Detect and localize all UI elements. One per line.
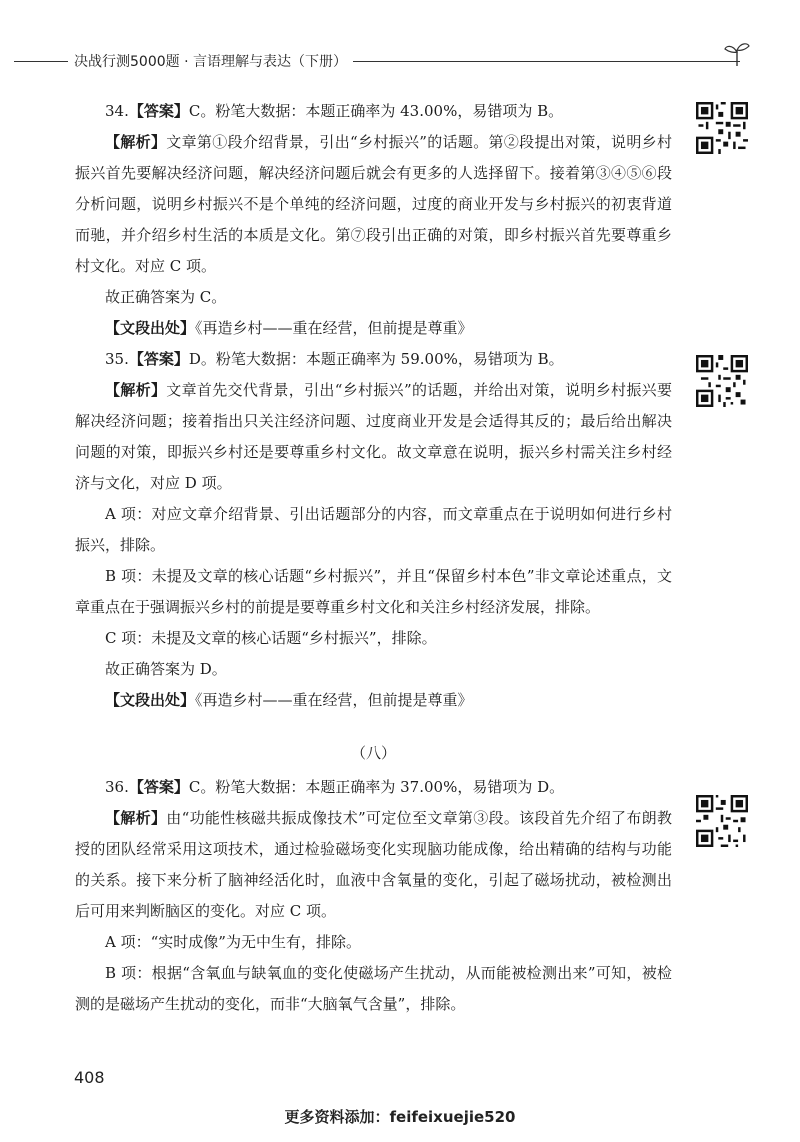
- q35-option-c: C 项：未提及文章的核心话题“乡村振兴”，排除。: [105, 629, 437, 647]
- analysis-tag: 【解析】: [105, 809, 167, 827]
- source-tag: 【文段出处】: [105, 319, 196, 337]
- q35-analysis: [75, 375, 672, 499]
- page-number: 408: [74, 1068, 105, 1087]
- source-tag: 【文段出处】: [105, 691, 196, 709]
- footer-contact: 更多资料添加：feifeixuejie520: [284, 1108, 516, 1126]
- qr-code-q36-icon[interactable]: [696, 795, 748, 847]
- answer-tag: 【答案】: [128, 102, 189, 120]
- q36-analysis-text: 由“功能性核磁共振成像技术”可定位至文章第③段。该段首先介绍了布朗教授的团队经常采用这项技术，通过检验磁场变化实现脑功能成像，给出精确的结构与功能的关系。接下来分析了脑神经活化时，血液中含氧量的变化，引起了磁场扰动，被检测出后可用来判断脑区的变化。对应 C 项。: [75, 809, 672, 920]
- q34-source: [75, 313, 672, 344]
- page-body: [75, 96, 672, 1020]
- q35-source-text: 《再造乡村——重在经营，但前提是尊重》: [195, 691, 473, 709]
- q35-conclusion: 故正确答案为 D。: [105, 660, 227, 678]
- header-rule-left: [14, 61, 74, 62]
- q35-option-b: B 项：未提及文章的核心话题“乡村振兴”，并且“保留乡村本色”非文章论述重点，文章重点在于强调振兴乡村的前提是要尊重乡村文化和关注乡村经济发展，排除。: [75, 567, 672, 616]
- q34-conclusion: 故正确答案为 C。: [105, 288, 227, 306]
- analysis-tag: 【解析】: [105, 133, 167, 151]
- q36-option-b: B 项：根据“含氧血与缺氧血的变化使磁场产生扰动，从而能被检测出来”可知，被检测的是磁场产生扰动的变化，而非“大脑氧气含量”，排除。: [75, 964, 672, 1013]
- q34-answer-text: C。粉笔大数据：本题正确率为 43.00%，易错项为 B。: [188, 102, 564, 120]
- q36-answer-text: C。粉笔大数据：本题正确率为 37.00%，易错项为 D。: [188, 778, 565, 796]
- q35-option-a: A 项：对应文章介绍背景、引出话题部分的内容，而文章重点在于说明如何进行乡村振兴，排除。: [75, 505, 672, 554]
- q34-source-text: 《再造乡村——重在经营，但前提是尊重》: [195, 319, 473, 337]
- answer-tag: 【答案】: [128, 778, 189, 796]
- q35-answer-text: D。粉笔大数据：本题正确率为 59.00%，易错项为 B。: [188, 350, 564, 368]
- header-rule-right: [340, 61, 740, 62]
- q36-analysis: [75, 803, 672, 927]
- q35-answer: [75, 344, 672, 375]
- header-title: 决战行测5000题 · 言语理解与表达（下册）: [68, 50, 353, 74]
- q34-answer: [75, 96, 672, 127]
- sprout-icon: [722, 40, 752, 68]
- q36-number: 36.: [105, 778, 129, 796]
- q35-analysis-text: 文章首先交代背景，引出“乡村振兴”的话题，并给出对策，说明乡村振兴要解决经济问题；接着指出只关注经济问题、过度商业开发是会适得其反的；最后给出解决问题的对策，即振兴乡村还是要尊重乡村文化。故文章意在说明，振兴乡村需关注乡村经济与文化，对应 D 项。: [75, 381, 672, 492]
- section-title: （八）: [350, 744, 396, 762]
- q36-answer: [75, 772, 672, 803]
- q35-source: [75, 685, 672, 716]
- q34-number: 34.: [105, 102, 129, 120]
- analysis-tag: 【解析】: [105, 381, 167, 399]
- q34-analysis: [75, 127, 672, 282]
- q35-number: 35.: [105, 350, 129, 368]
- q36-option-a: A 项：“实时成像”为无中生有，排除。: [105, 933, 361, 951]
- qr-code-q35-icon[interactable]: [696, 355, 748, 407]
- answer-tag: 【答案】: [128, 350, 189, 368]
- qr-code-q34-icon[interactable]: [696, 102, 748, 154]
- running-header: [0, 50, 800, 74]
- q34-analysis-text: 文章第①段介绍背景，引出“乡村振兴”的话题。第②段提出对策，说明乡村振兴首先要解决经济问题，解决经济问题后就会有更多的人选择留下。接着第③④⑤⑥段分析问题，说明乡村振兴不是个单纯的经济问题，过度的商业开发与乡村振兴的初衷背道而驰，并介绍乡村生活的本质是文化。第⑦段引出正确的对策，即乡村振兴首先要尊重乡村文化。对应 C 项。: [75, 133, 672, 275]
